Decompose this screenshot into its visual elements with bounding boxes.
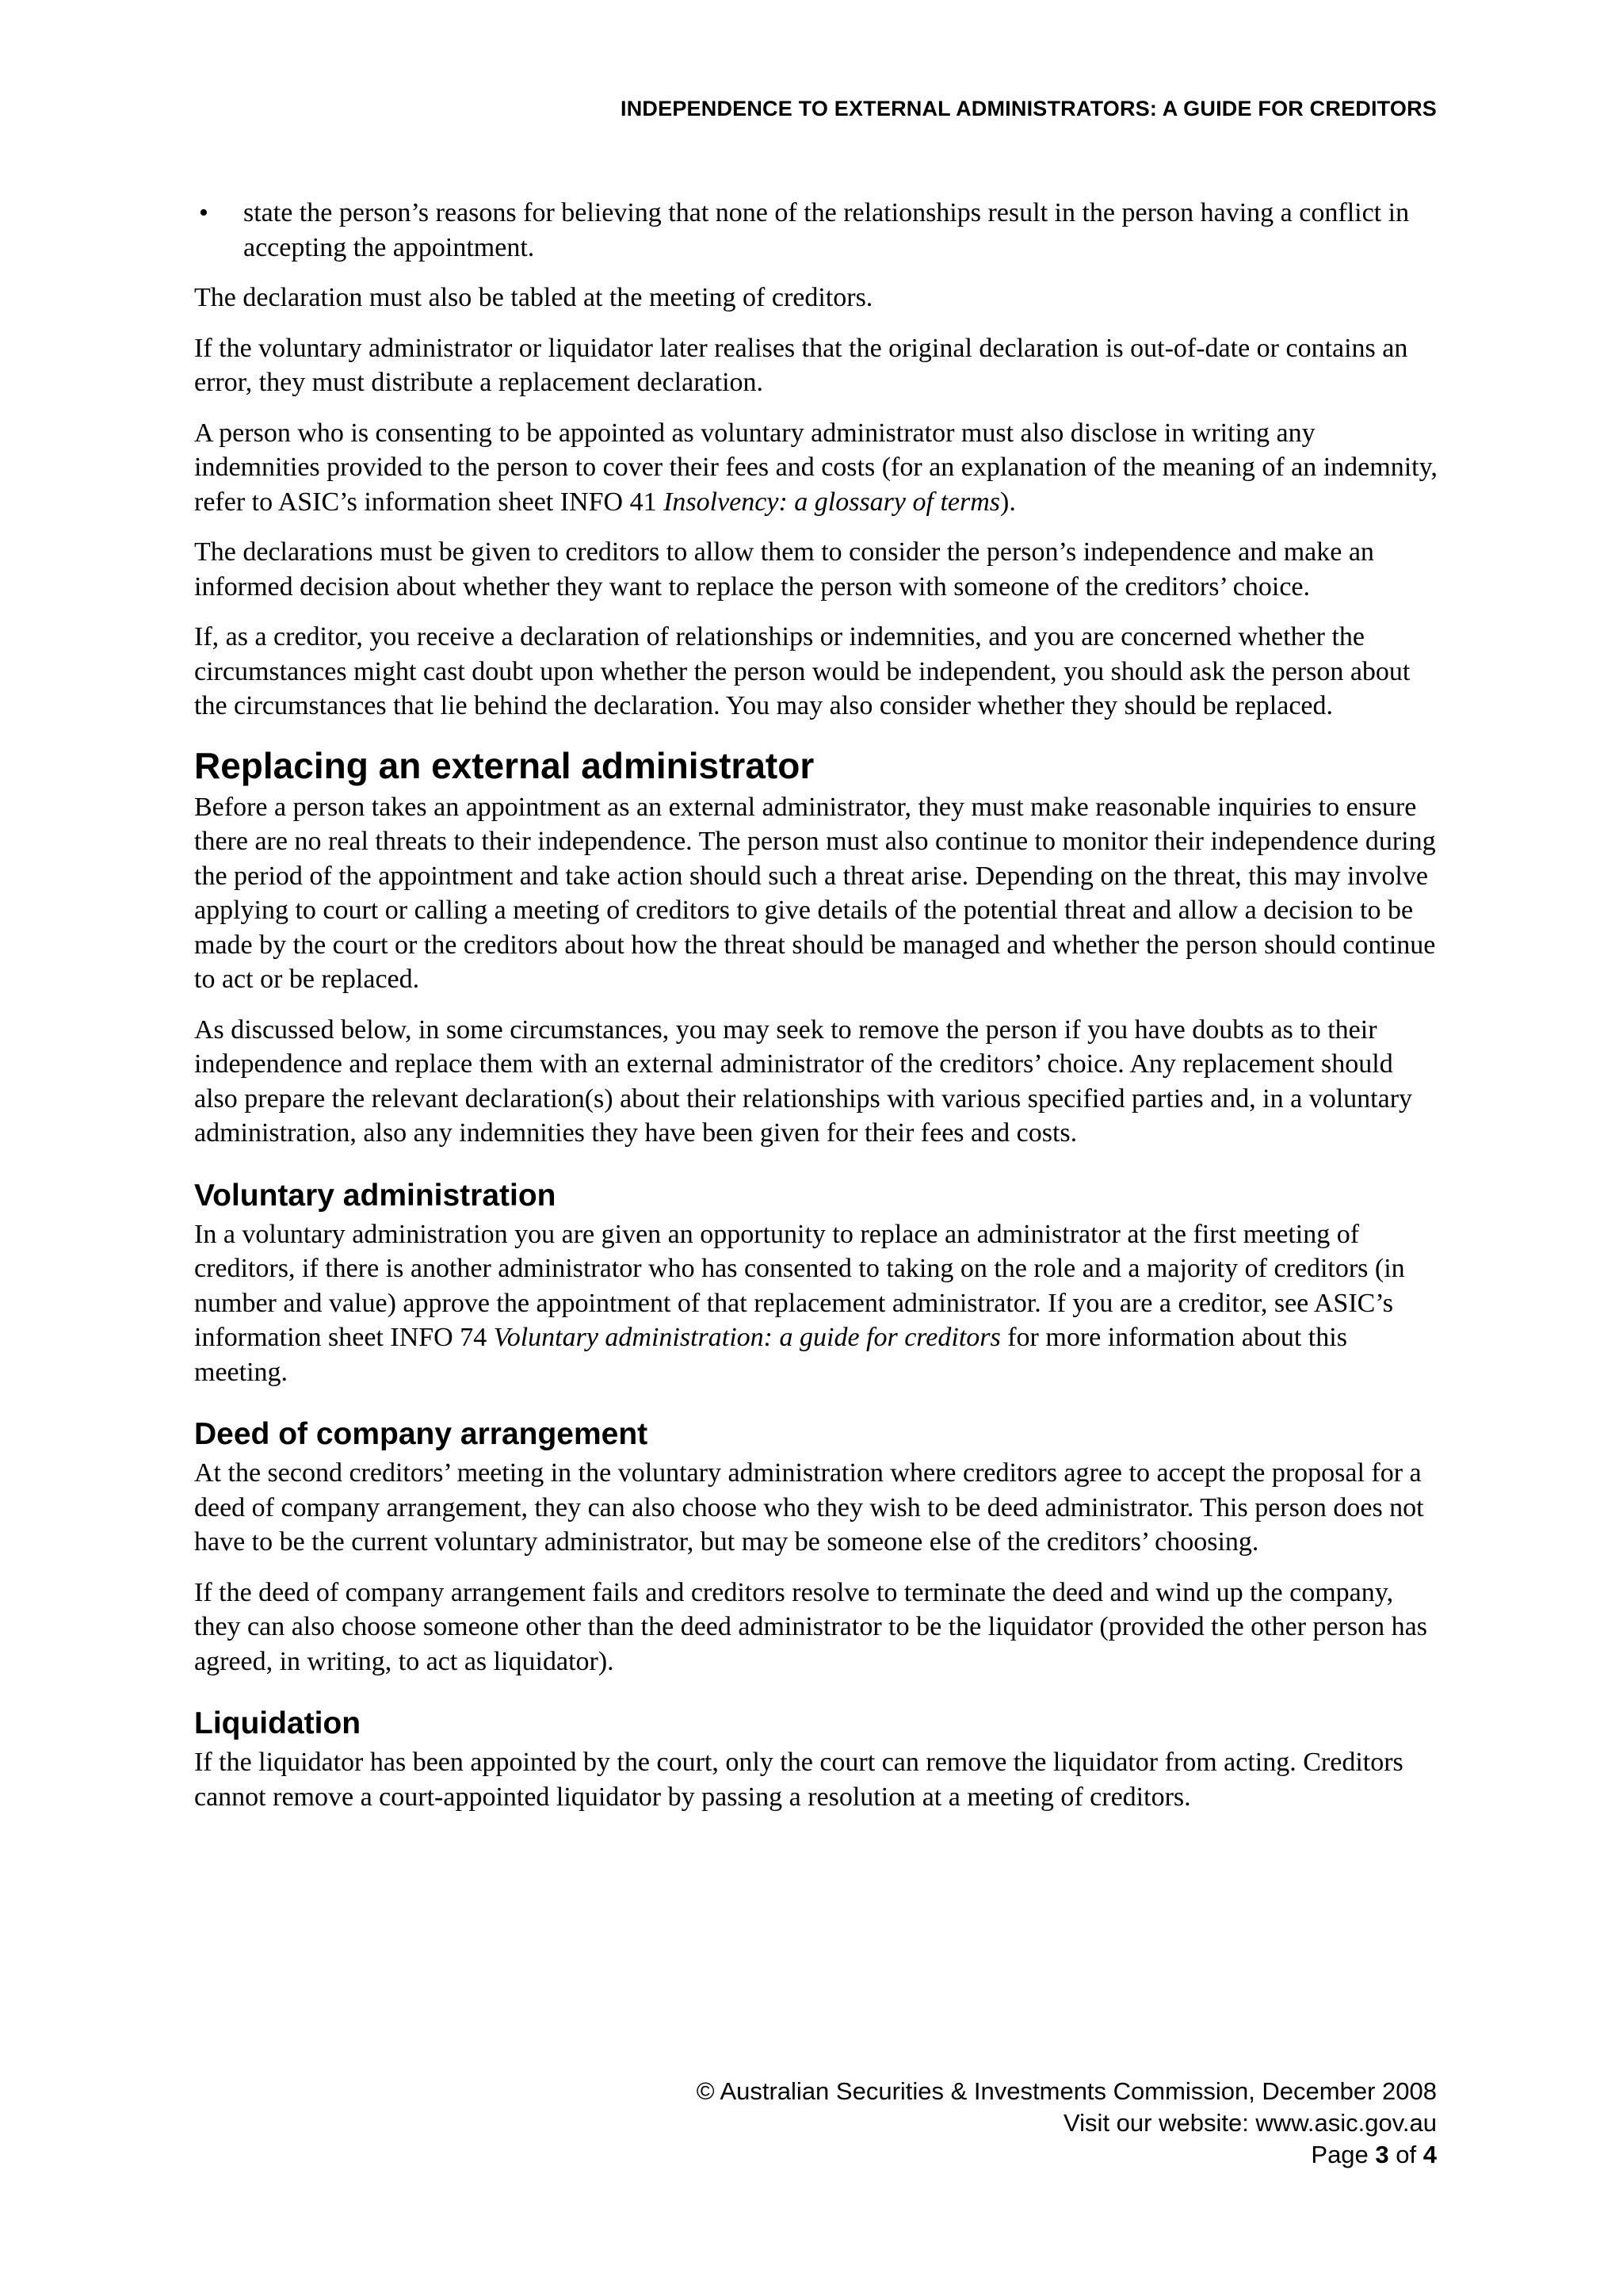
page-footer (697, 2076, 1437, 2171)
paragraph (194, 416, 1440, 520)
main-content (194, 196, 1440, 1830)
copyright-notice: © Australian Securities & Investments Commission, December 2008 (696, 2077, 1437, 2105)
paragraph (194, 1217, 1440, 1390)
website-notice: Visit our website: www.asic.gov.au (1064, 2109, 1437, 2137)
publication-title: Voluntary administration: a guide for creditors (493, 1323, 1001, 1352)
bullet-list (194, 196, 1440, 265)
subsection-heading: Liquidation (194, 1706, 361, 1740)
section-heading: Replacing an external administrator (194, 744, 815, 786)
list-item-text: state the person’s reasons for believing that none of the relationships result in the person having a conflict in accepting the appointment. (243, 198, 1410, 262)
page-total: 4 (1423, 2141, 1437, 2168)
page-number (697, 2139, 1437, 2171)
paragraph-text: In a voluntary administration you are given an opportunity to replace an administrator at the first meeting of creditors, if there is another administrator who has consented to taking on the role and a majority of creditors (in number and value) approve the appointment of that replacement administrator. If you are a creditor, see ASIC’s information sheet INFO 74 (194, 1219, 1405, 1352)
paragraph: If, as a creditor, you receive a declaration of relationships or indemnities, and you are concerned whether the circumstances might cast doubt upon whether the person would be independent, you should ask the person about the circumstances that lie behind the declaration. You may also consider whether they should be replaced. (194, 622, 1411, 720)
paragraph: Before a person takes an appointment as an external administrator, they must make reasonable inquiries to ensure there are no real threats to their independence. The person must also continue to monitor their independence during the period of the appointment and take action should such a threat arise. Depending on the threat, this may involve applying to court or calling a meeting of creditors to give details of the potential threat and allow a decision to be made by the court or the creditors about how the threat should be managed and whether the person should continue to act or be replaced. (194, 792, 1436, 994)
subsection-heading: Voluntary administration (194, 1178, 556, 1213)
list-item (194, 196, 1440, 265)
subsection-heading: Deed of company arrangement (194, 1417, 648, 1451)
paragraph: If the liquidator has been appointed by the court, only the court can remove the liquidator from acting. Creditors cannot remove a court-appointed liquidator by passing a resolution at a meeting of creditors. (194, 1748, 1403, 1812)
paragraph-text: A person who is consenting to be appointed as voluntary administrator must also disclose in writing any indemnities provided to the person to cover their fees and costs (for an explanation of the meaning of an indemnity, refer to ASIC’s information sheet INFO 41 (194, 418, 1438, 517)
page-current: 3 (1375, 2141, 1389, 2168)
running-header: INDEPENDENCE TO EXTERNAL ADMINISTRATORS: A GUIDE FOR CREDITORS (621, 97, 1437, 120)
page-of-label: of (1388, 2141, 1423, 2168)
paragraph-text: ). (1000, 487, 1016, 517)
bullet-icon: • (199, 198, 208, 227)
paragraph: As discussed below, in some circumstances, you may seek to remove the person if you have doubts as to their independence and replace them with an external administrator of the creditors’ choice. Any replacement should also prepare the relevant declaration(s) about their relationships with various specified parties and, in a voluntary administration, also any indemnities they have been given for their fees and costs. (194, 1014, 1413, 1148)
page-label: Page (1311, 2141, 1376, 2168)
paragraph-text: for more information about this meeting. (194, 1323, 1347, 1387)
publication-title: Insolvency: a glossary of terms (663, 487, 1000, 517)
paragraph: The declaration must also be tabled at the meeting of creditors. (194, 283, 873, 312)
paragraph: The declarations must be given to creditors to allow them to consider the person’s independence and make an informed decision about whether they want to replace the person with someone of the creditors’ choice. (194, 537, 1374, 602)
paragraph: At the second creditors’ meeting in the voluntary administration where creditors agree to accept the proposal for a deed of company arrangement, they can also choose who they wish to be deed administrator. This person does not have to be the current voluntary administrator, but may be someone else of the creditors’ choosing. (194, 1458, 1424, 1557)
paragraph: If the deed of company arrangement fails and creditors resolve to terminate the deed and wind up the company, they can also choose someone other than the deed administrator to be the liquidator (provided the other person has agreed, in writing, to act as liquidator). (194, 1577, 1427, 1676)
paragraph: If the voluntary administrator or liquidator later realises that the original declaration is out-of-date or contains an error, they must distribute a replacement declaration. (194, 333, 1408, 397)
